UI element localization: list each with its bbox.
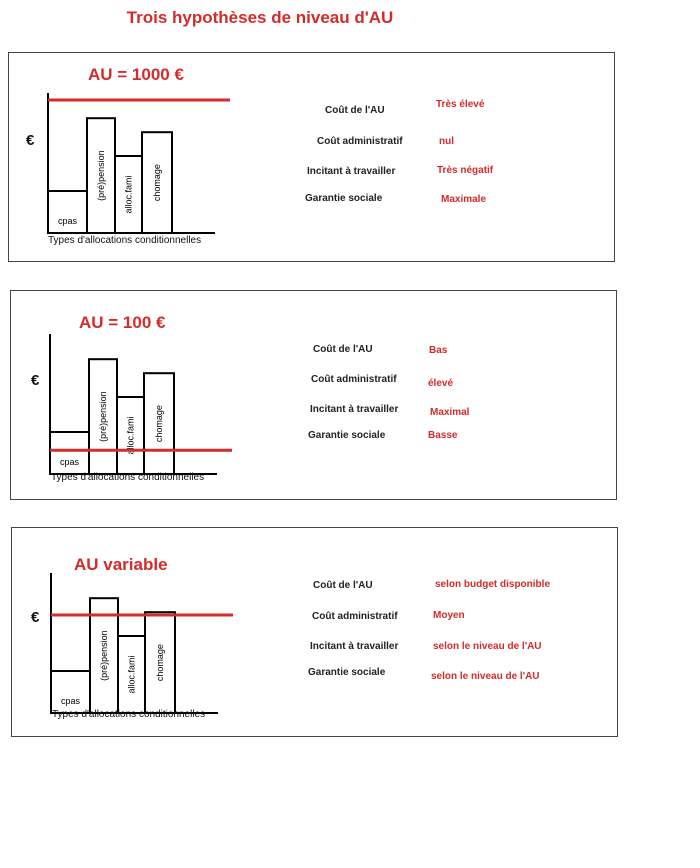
bar-label-1: (pré)pension	[96, 150, 106, 201]
row-value-cout-au: Très élevé	[436, 99, 485, 110]
bar-label-1: (pré)pension	[98, 391, 108, 442]
row-value-incitant: selon le niveau de l'AU	[433, 641, 542, 652]
row-value-garantie: Maximale	[441, 194, 487, 205]
bar-label-2: alloc.fami	[123, 175, 134, 214]
row-value-incitant: Très négatif	[437, 165, 494, 176]
panel-au-100	[0, 288, 700, 538]
bar-0	[48, 191, 87, 233]
row-label-cout-administratif: Coût administratif	[311, 374, 397, 385]
bar-label-3: chomage	[154, 405, 164, 443]
row-value-cout-administratif: Moyen	[433, 610, 465, 621]
x-axis-caption: Types d'allocations conditionnelles	[52, 709, 206, 720]
y-axis-label: €	[31, 372, 40, 389]
allocation-chart	[42, 326, 242, 486]
panel-title: AU = 100 €	[79, 313, 166, 332]
row-value-cout-administratif: élevé	[428, 378, 454, 389]
bar-label-0: cpas	[60, 696, 81, 706]
bar-label-3: chomage	[155, 644, 165, 682]
panel-title: AU variable	[74, 555, 168, 574]
bar-0	[50, 432, 89, 474]
y-axis-label: €	[31, 609, 40, 626]
row-value-cout-au: Bas	[429, 345, 448, 356]
row-value-cout-administratif: nul	[439, 136, 454, 147]
bar-label-0: cpas	[57, 216, 78, 226]
bar-label-2: alloc.fami	[126, 655, 137, 694]
y-axis-label: €	[26, 132, 35, 149]
bar-label-2: alloc.fami	[125, 416, 136, 455]
row-label-garantie: Garantie sociale	[308, 430, 386, 441]
row-label-cout-administratif: Coût administratif	[317, 136, 403, 147]
row-label-cout-au: Coût de l'AU	[325, 105, 385, 116]
bar-0	[51, 671, 90, 713]
row-label-incitant: Incitant à travailler	[307, 166, 396, 177]
panel-au-variable	[0, 525, 700, 775]
row-value-garantie: selon le niveau de l'AU	[431, 671, 540, 682]
panel-au-1000	[0, 50, 700, 300]
allocation-chart	[40, 85, 240, 245]
row-value-incitant: Maximal	[430, 407, 470, 418]
panel-title: AU = 1000 €	[88, 65, 184, 84]
row-label-incitant: Incitant à travailler	[310, 404, 399, 415]
bar-label-3: chomage	[152, 164, 162, 202]
row-value-cout-au: selon budget disponible	[435, 579, 550, 590]
row-label-cout-au: Coût de l'AU	[313, 344, 373, 355]
row-label-cout-au: Coût de l'AU	[313, 580, 373, 591]
bar-label-1: (pré)pension	[99, 630, 109, 681]
x-axis-caption: Types d'allocations conditionnelles	[51, 472, 205, 483]
row-label-garantie: Garantie sociale	[308, 667, 386, 678]
allocation-chart	[43, 565, 243, 725]
row-label-garantie: Garantie sociale	[305, 193, 383, 204]
bar-label-0: cpas	[59, 457, 80, 467]
row-label-incitant: Incitant à travailler	[310, 641, 399, 652]
page-title: Trois hypothèses de niveau d'AU	[126, 8, 394, 27]
x-axis-caption: Types d'allocations conditionnelles	[48, 235, 202, 246]
row-label-cout-administratif: Coût administratif	[312, 611, 398, 622]
row-value-garantie: Basse	[428, 430, 458, 441]
